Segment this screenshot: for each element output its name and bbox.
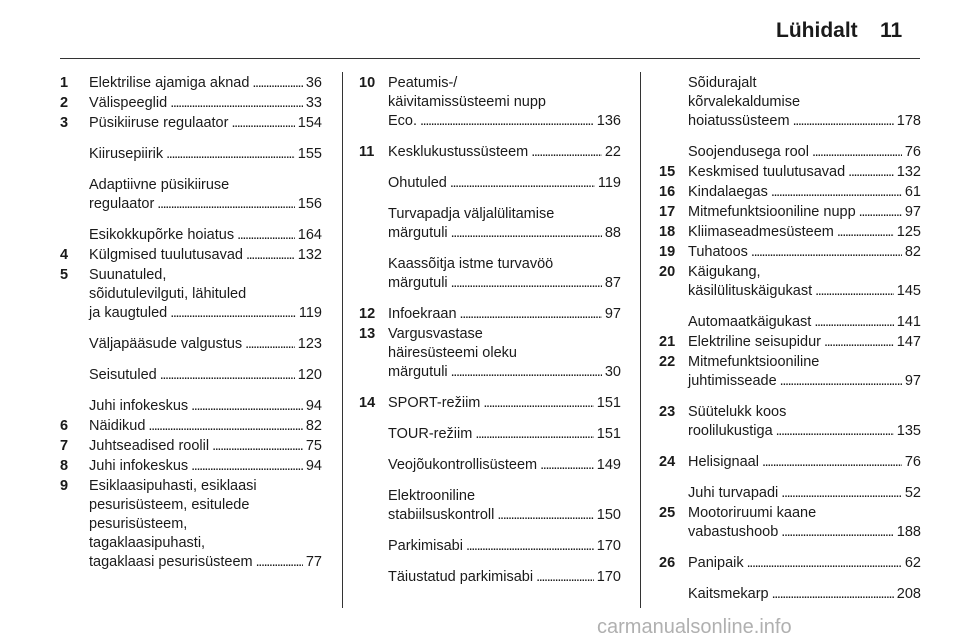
item-number: 17 (659, 204, 676, 220)
leader-dots (256, 553, 303, 572)
index-entry (659, 313, 921, 332)
entry-label: Vargusvastase (388, 326, 483, 342)
column-divider (640, 72, 641, 608)
entry-label: Turvapadja väljalülitamise (388, 206, 555, 222)
entry-label: märgutuli (388, 275, 448, 291)
entry-label: sõidutulevilguti, lähituled (89, 286, 247, 302)
leader-dots (780, 372, 902, 391)
entry-label: juhtimisseade (688, 373, 777, 389)
page-ref: 170 (596, 538, 621, 554)
page-ref: 97 (904, 373, 921, 389)
entry-label: Adaptiivne püsikiiruse (89, 177, 230, 193)
page-ref: 52 (904, 485, 921, 501)
entry-label: tagaklaasipuhasti, (89, 535, 206, 551)
index-entry (60, 417, 322, 436)
page-ref: 87 (604, 275, 621, 291)
index-entry (359, 205, 621, 243)
page-ref: 33 (305, 95, 322, 111)
item-number: 25 (659, 505, 676, 521)
page-ref: 22 (604, 144, 621, 160)
index-entry (60, 94, 322, 113)
entry-label: Juhi turvapadi (688, 485, 779, 501)
item-number: 11 (359, 144, 375, 160)
entry-label: ja kaugtuled (89, 305, 168, 321)
index-entry (60, 74, 322, 93)
leader-dots (170, 304, 296, 323)
index-entry (60, 246, 322, 265)
entry-label: Panipaik (688, 555, 744, 571)
page-ref: 151 (596, 395, 621, 411)
entry-label: Elektriline seisupidur (688, 334, 821, 350)
entry-label: Tuhatoos (688, 244, 748, 260)
column-divider (342, 72, 343, 608)
entry-label: Külgmised tuulutusavad (89, 247, 243, 263)
leader-dots (451, 274, 602, 293)
index-entry (359, 305, 621, 324)
entry-label: Kiirusepiirik (89, 146, 164, 162)
index-entry (60, 176, 322, 214)
leader-dots (191, 397, 303, 416)
index-entry (659, 203, 921, 222)
index-entry (659, 403, 921, 441)
index-entry (60, 397, 322, 416)
leader-dots (157, 195, 295, 214)
entry-label: Veojõukontrollisüsteem (388, 457, 538, 473)
header-rule (60, 58, 920, 59)
entry-label: Automaatkäigukast (688, 314, 812, 330)
index-entry (60, 145, 322, 164)
index-entry (659, 333, 921, 352)
page-ref: 132 (297, 247, 322, 263)
entry-label: Mitmefunktsiooniline (688, 354, 820, 370)
entry-label: käsilülituskäigukast (688, 283, 813, 299)
index-entry (659, 243, 921, 262)
leader-dots (483, 394, 593, 413)
item-number: 1 (60, 75, 69, 91)
entry-label: Juhi infokeskus (89, 398, 189, 414)
leader-dots (191, 457, 303, 476)
leader-dots (245, 335, 295, 354)
entry-label: pesurisüsteem, (89, 516, 188, 532)
index-entry (60, 335, 322, 354)
item-number: 16 (659, 184, 676, 200)
leader-dots (531, 143, 602, 162)
page-ref: 61 (904, 184, 921, 200)
watermark: carmanualsonline.info (597, 616, 792, 638)
entry-label: Seisutuled (89, 367, 157, 383)
page-ref: 125 (896, 224, 921, 240)
entry-label: Kesklukustussüsteem (388, 144, 529, 160)
page-ref: 136 (596, 113, 621, 129)
leader-dots (815, 282, 894, 301)
page-ref: 36 (305, 75, 322, 91)
leader-dots (781, 523, 894, 542)
page-ref: 97 (904, 204, 921, 220)
entry-label: Kliimaseadmesüsteem (688, 224, 834, 240)
entry-label: Mootoriruumi kaane (688, 505, 817, 521)
entry-label: Sõidurajalt (688, 75, 757, 91)
index-entry (359, 456, 621, 475)
entry-label: Väljapääsude valgustus (89, 336, 243, 352)
page-ref: 154 (297, 115, 322, 131)
page-ref: 155 (297, 146, 322, 162)
index-entry (60, 226, 322, 245)
entry-label: Näidikud (89, 418, 146, 434)
page-ref: 119 (298, 305, 322, 321)
index-entry (359, 325, 621, 382)
index-entry (659, 453, 921, 472)
index-entry (359, 255, 621, 293)
entry-label: Kindalaegas (688, 184, 768, 200)
page-ref: 76 (904, 144, 921, 160)
leader-dots (762, 453, 902, 472)
entry-label: regulaator (89, 196, 155, 212)
leader-dots (252, 74, 302, 93)
leader-dots (166, 145, 295, 164)
index-entry (659, 263, 921, 301)
page-ref: 119 (597, 175, 621, 191)
index-entry (60, 114, 322, 133)
entry-label: TOUR-režiim (388, 426, 473, 442)
leader-dots (837, 223, 894, 242)
index-column-2 (359, 74, 621, 587)
leader-dots (848, 163, 894, 182)
entry-label: Soojendusega rool (688, 144, 809, 160)
leader-dots (747, 554, 902, 573)
item-number: 20 (659, 264, 676, 280)
index-entry (659, 585, 921, 604)
item-number: 14 (359, 395, 376, 411)
index-entry (359, 74, 621, 131)
index-entry (359, 143, 621, 162)
page-ref: 170 (596, 569, 621, 585)
leader-dots (497, 506, 593, 525)
index-entry (659, 163, 921, 182)
leader-dots (793, 112, 894, 131)
leader-dots (237, 226, 295, 245)
item-number: 21 (659, 334, 676, 350)
entry-label: Esikokkupõrke hoiatus (89, 227, 235, 243)
entry-label: Süütelukk koos (688, 404, 787, 420)
index-entry (659, 183, 921, 202)
index-entry (359, 174, 621, 193)
entry-label: Välispeeglid (89, 95, 168, 111)
page-title: Lühidalt (776, 19, 858, 42)
entry-label: Elektrilise ajamiga aknad (89, 75, 250, 91)
page-ref: 145 (896, 283, 921, 299)
leader-dots (772, 585, 894, 604)
index-entry (659, 484, 921, 503)
leader-dots (450, 174, 595, 193)
entry-label: vabastushoob (688, 524, 779, 540)
page-ref: 76 (904, 454, 921, 470)
entry-label: Kaassõitja istme turvavöö (388, 256, 554, 272)
page-ref: 88 (604, 225, 621, 241)
item-number: 3 (60, 115, 69, 131)
leader-dots (451, 363, 602, 382)
index-entry (659, 504, 921, 542)
leader-dots (475, 425, 593, 444)
leader-dots (466, 537, 594, 556)
item-number: 9 (60, 478, 69, 494)
item-number: 13 (359, 326, 376, 342)
item-number: 19 (659, 244, 676, 260)
item-number: 4 (60, 247, 69, 263)
index-entry (60, 366, 322, 385)
page-ref: 208 (896, 586, 921, 602)
item-number: 2 (60, 95, 69, 111)
page-ref: 132 (896, 164, 921, 180)
index-entry (359, 394, 621, 413)
leader-dots (212, 437, 303, 456)
index-column-1 (60, 74, 322, 572)
entry-label: Juhi infokeskus (89, 458, 189, 474)
page-ref: 178 (896, 113, 921, 129)
item-number: 18 (659, 224, 676, 240)
leader-dots (148, 417, 302, 436)
page-ref: 82 (904, 244, 921, 260)
leader-dots (160, 366, 295, 385)
entry-label: Mitmefunktsiooniline nupp (688, 204, 856, 220)
entry-label: Käigukang, (688, 264, 761, 280)
page-ref: 77 (305, 554, 322, 570)
index-entry (60, 437, 322, 456)
leader-dots (814, 313, 893, 332)
entry-label: Kaitsmekarp (688, 586, 769, 602)
entry-label: kõrvalekaldumise (688, 94, 801, 110)
item-number: 23 (659, 404, 676, 420)
page-ref: 141 (896, 314, 921, 330)
entry-label: tagaklaasi pesurisüsteem (89, 554, 253, 570)
entry-label: Peatumis-/ (388, 75, 458, 91)
item-number: 7 (60, 438, 69, 454)
item-number: 6 (60, 418, 69, 434)
entry-label: Juhtseadised roolil (89, 438, 210, 454)
index-entry (659, 223, 921, 242)
page-ref: 123 (297, 336, 322, 352)
entry-label: Täiustatud parkimisabi (388, 569, 534, 585)
entry-label: Infoekraan (388, 306, 457, 322)
item-number: 5 (60, 267, 69, 283)
leader-dots (246, 246, 295, 265)
page-ref: 147 (896, 334, 921, 350)
leader-dots (420, 112, 594, 131)
page-ref: 62 (904, 555, 921, 571)
leader-dots (451, 224, 602, 243)
entry-label: Ohutuled (388, 175, 447, 191)
index-entry (60, 266, 322, 323)
entry-label: käivitamissüsteemi nupp (388, 94, 546, 110)
index-entry (60, 477, 322, 572)
page-ref: 120 (297, 367, 322, 383)
page-ref: 135 (896, 423, 921, 439)
leader-dots (812, 143, 902, 162)
page-ref: 149 (596, 457, 621, 473)
leader-dots (231, 114, 294, 133)
page-ref: 156 (297, 196, 322, 212)
entry-label: stabiilsuskontroll (388, 507, 495, 523)
leader-dots (781, 484, 902, 503)
page-ref: 30 (604, 364, 621, 380)
entry-label: Keskmised tuulutusavad (688, 164, 846, 180)
page-ref: 188 (896, 524, 921, 540)
entry-label: Püsikiiruse regulaator (89, 115, 229, 131)
page-number: 11 (880, 19, 903, 42)
page-ref: 150 (596, 507, 621, 523)
page-ref: 164 (297, 227, 322, 243)
leader-dots (170, 94, 303, 113)
entry-label: Elektrooniline (388, 488, 476, 504)
leader-dots (859, 203, 902, 222)
index-entry (659, 353, 921, 391)
page-ref: 94 (305, 398, 322, 414)
entry-label: häiresüsteemi oleku (388, 345, 517, 361)
item-number: 15 (659, 164, 676, 180)
leader-dots (460, 305, 602, 324)
index-entry (359, 568, 621, 587)
entry-label: Eco. (388, 113, 418, 129)
index-entry (359, 537, 621, 556)
leader-dots (776, 422, 894, 441)
index-entry (659, 554, 921, 573)
item-number: 26 (659, 555, 676, 571)
entry-label: SPORT-režiim (388, 395, 481, 411)
index-entry (659, 143, 921, 162)
leader-dots (751, 243, 902, 262)
entry-label: pesurisüsteem, esitulede (89, 497, 250, 513)
item-number: 22 (659, 354, 676, 370)
page-ref: 75 (305, 438, 322, 454)
index-entry (359, 425, 621, 444)
entry-label: roolilukustiga (688, 423, 773, 439)
item-number: 12 (359, 306, 376, 322)
leader-dots (824, 333, 894, 352)
index-column-3 (659, 74, 921, 604)
index-entry (659, 74, 921, 131)
page-ref: 151 (596, 426, 621, 442)
index-entry (359, 487, 621, 525)
entry-label: märgutuli (388, 364, 448, 380)
leader-dots (540, 456, 594, 475)
entry-label: hoiatussüsteem (688, 113, 790, 129)
entry-label: Esiklaasipuhasti, esiklaasi (89, 478, 257, 494)
item-number: 8 (60, 458, 69, 474)
entry-label: Parkimisabi (388, 538, 463, 554)
page-ref: 94 (305, 458, 322, 474)
entry-label: märgutuli (388, 225, 448, 241)
entry-label: Suunatuled, (89, 267, 167, 283)
item-number: 10 (359, 75, 376, 91)
page-ref: 82 (305, 418, 322, 434)
leader-dots (536, 568, 594, 587)
item-number: 24 (659, 454, 676, 470)
index-entry (60, 457, 322, 476)
page-ref: 97 (604, 306, 621, 322)
leader-dots (771, 183, 902, 202)
entry-label: Helisignaal (688, 454, 759, 470)
